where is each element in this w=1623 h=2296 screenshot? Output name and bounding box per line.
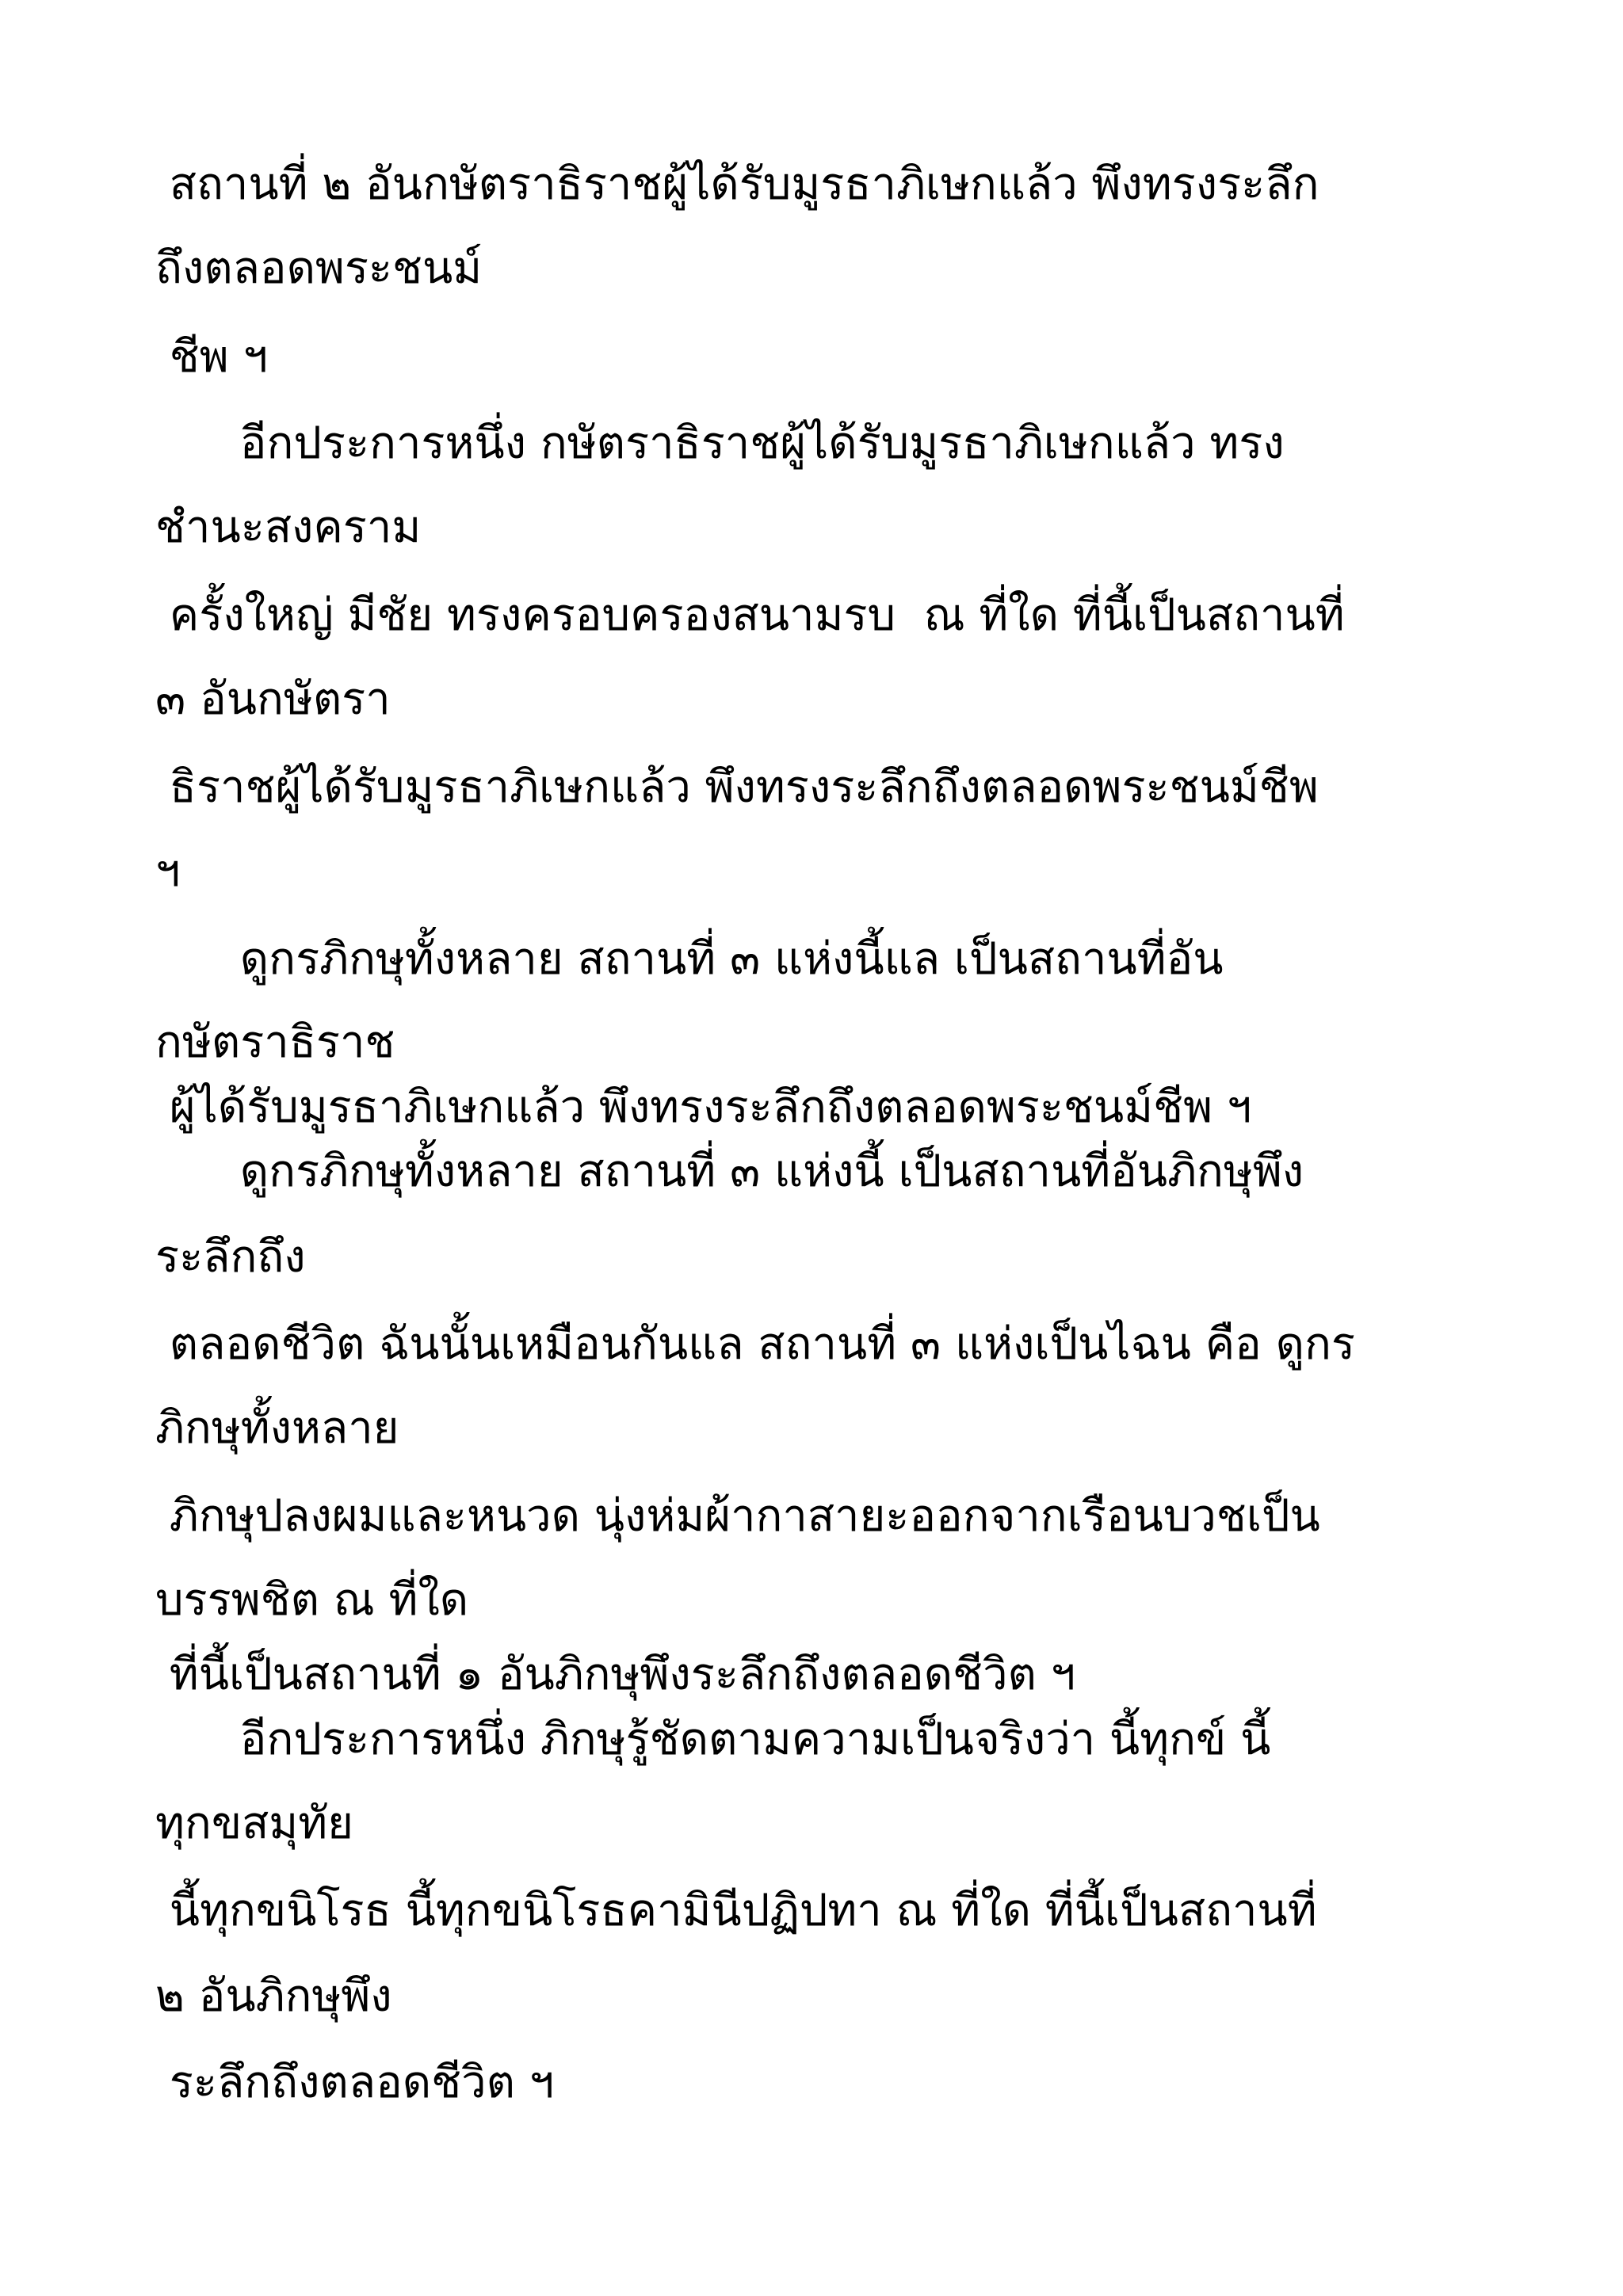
text-line: ชีพ ฯ [155, 331, 268, 383]
text-line: นี้ทุกขนิโรธ นี้ทุกขนิโรธคามินีปฏิปทา ณ ที่ใด ที่นี้เป็นสถานที่ [155, 1885, 1317, 1936]
text-line: ภิกษุทั้งหลาย [155, 1402, 399, 1454]
text-line: สถานที่ ๒ อันกษัตราธิราชผู้ได้รับมูรธาภิเษกแล้ว พึงทรงระลึก [155, 158, 1319, 210]
text-line: ระลึกถึงตลอดชีวิต ฯ [155, 2057, 555, 2108]
text-line: ตลอดชีวิต ฉันนั้นเหมือนกันแล สถานที่ ๓ แห่งเป็นไฉน คือ ดูกร [155, 1318, 1355, 1370]
text-line: ถึงตลอดพระชนม์ [155, 242, 483, 294]
text-line: ดูกรภิกษุทั้งหลาย สถานที่ ๓ แห่งนี้แล เป็นสถานที่อัน [155, 933, 1224, 985]
text-line: กษัตราธิราช [155, 1016, 395, 1068]
text-line: อีกประการหนึ่ง กษัตราธิราชผู้ได้รับมูรธาภิเษกแล้ว ทรง [155, 418, 1285, 469]
text-line: ครั้งใหญ่ มีชัย ทรงครอบครองสนามรบ ณ ที่ใด ที่นี้เป็นสถานที่ [155, 589, 1345, 641]
text-line: ที่นี้เป็นสถานที่ ๑ อันภิกษุพึงระลึกถึงตลอดชีวิต ฯ [155, 1649, 1076, 1700]
text-line: ระลึกถึง [155, 1231, 306, 1283]
text-line: ธิราชผู้ได้รับมูรธาภิเษกแล้ว พึงทรงระลึกถึงตลอดพระชนม์ชีพ [155, 761, 1319, 813]
text-line: ผู้ได้รับมูรธาภิเษกแล้ว พึงทรงระลึกถึงตลอดพระชนม์ชีพ ฯ [155, 1081, 1252, 1133]
text-line: ๓ อันกษัตรา [155, 673, 391, 725]
text-line: ฯ [155, 845, 181, 897]
text-line: อีกประการหนึ่ง ภิกษุรู้ชัดตามความเป็นจริงว่า นี้ทุกข์ นี้ [155, 1714, 1271, 1765]
text-line: ๒ อันภิกษุพึง [155, 1970, 392, 2022]
text-line: ภิกษุปลงผมและหนวด นุ่งห่มผ้ากาสายะออกจากเรือนบวชเป็น [155, 1490, 1320, 1542]
text-line: ชำนะสงคราม [155, 502, 422, 553]
text-line: ทุกขสมุทัย [155, 1798, 353, 1849]
text-line: บรรพชิต ณ ที่ใด [155, 1574, 469, 1626]
text-line: ดูกรภิกษุทั้งหลาย สถานที่ ๓ แห่งนี้ เป็นสถานที่อันภิกษุพึง [155, 1146, 1304, 1197]
